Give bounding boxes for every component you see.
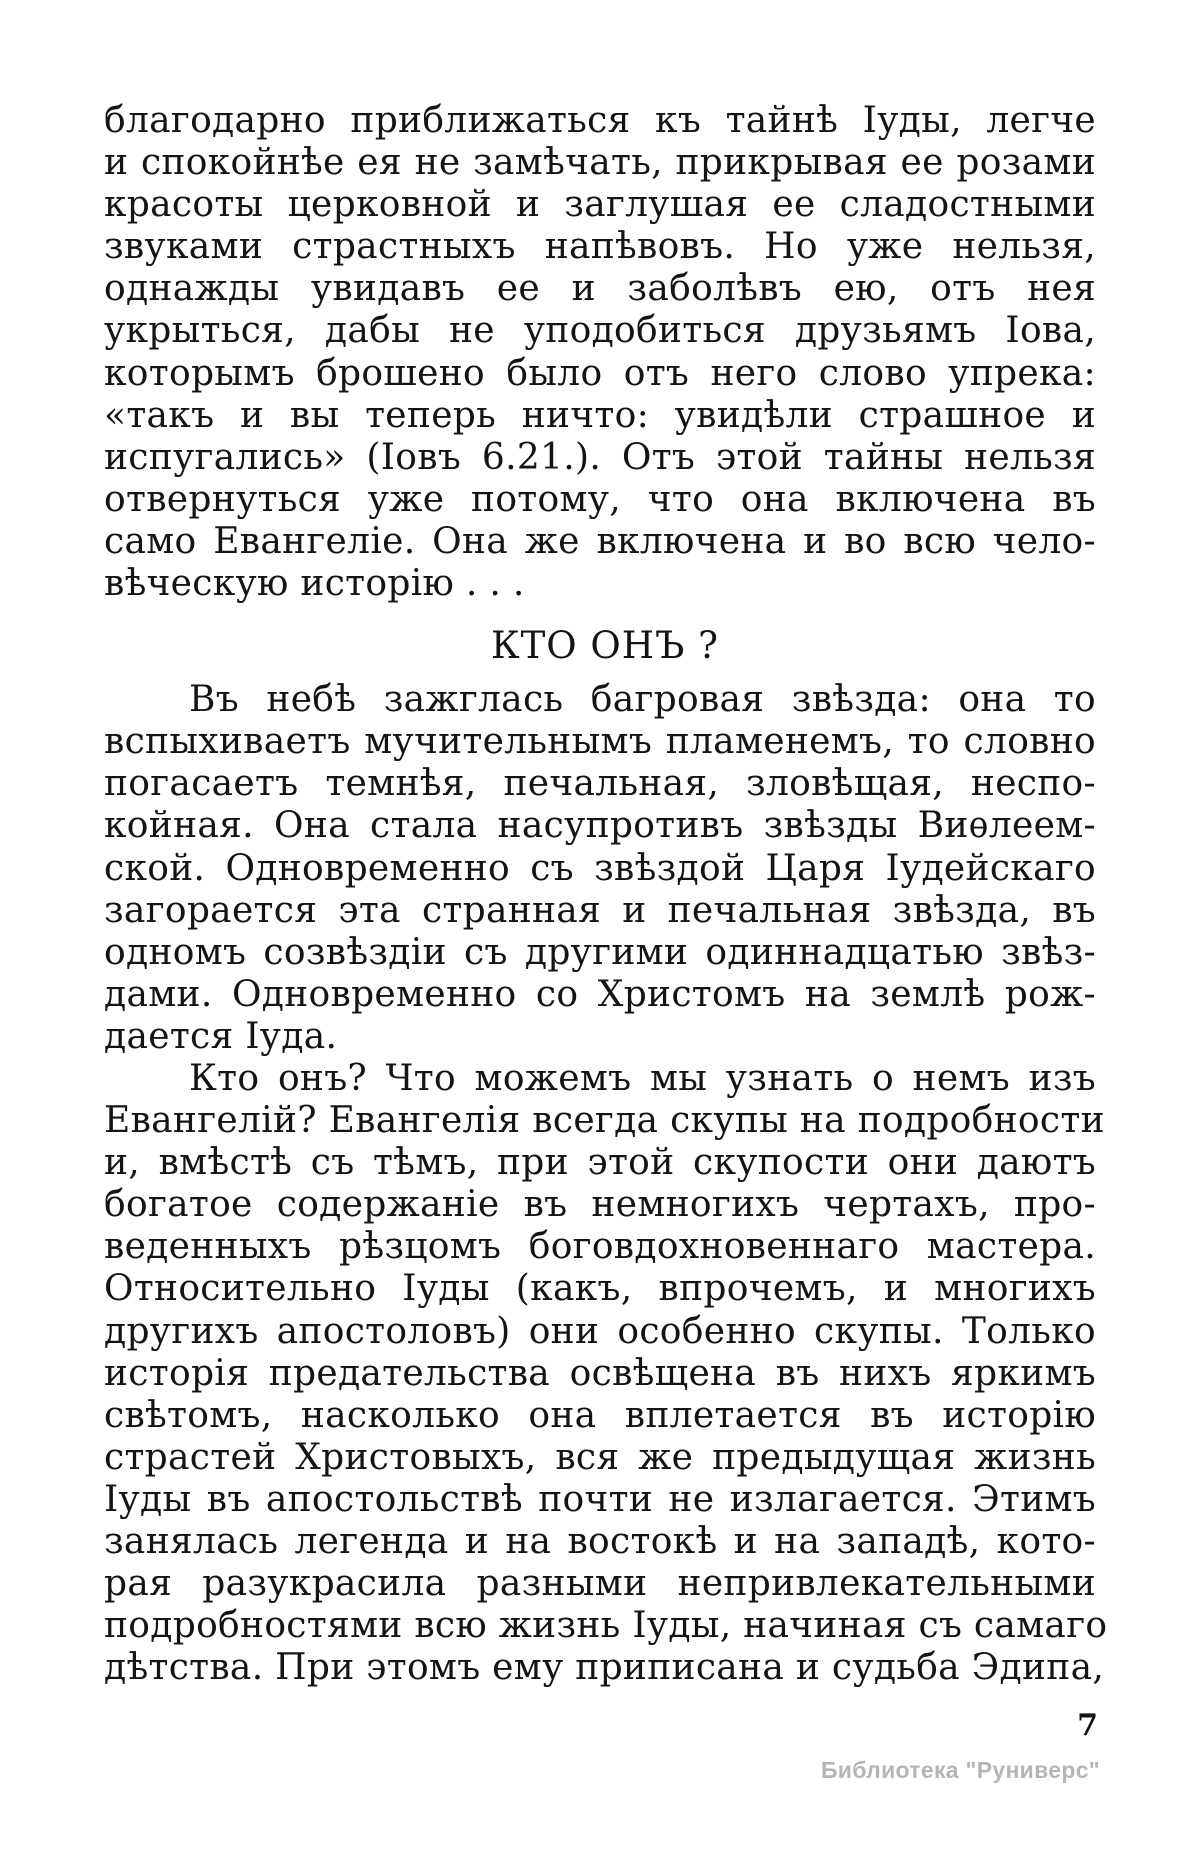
text-line: испугались» (Іовъ 6.21.). Отъ этой тайны нельзя [104,436,1096,478]
text-line: подробностями всю жизнь Іуды, начиная съ самаго [104,1605,1108,1647]
page-number: 7 [1077,1708,1098,1743]
text-line: само Евангеліе. Она же включена и во всю чело- [104,520,1096,562]
text-line: однажды увидавъ ее и заболѣвъ ею, отъ нея [104,268,1096,310]
text-line: вспыхиваетъ мучительнымъ пламенемъ, то словно [104,721,1096,763]
text-line: исторія предательства освѣщена въ нихъ яркимъ [104,1352,1096,1394]
text-line: занялась легенда и на востокѣ и на западѣ, кото- [104,1521,1096,1562]
text-line: отвернуться уже потому, что она включена въ [104,478,1096,520]
text-line: вѣческую исторію . . . [104,563,525,605]
text-line: «такъ и вы теперь ничто: увидѣли страшное и [104,394,1096,436]
library-watermark: Библиотека "Руниверс" [820,1757,1100,1783]
section-heading: КТО ОНЪ ? [490,624,719,668]
text-line: загорается эта странная и печальная звѣзда, въ [104,889,1096,931]
text-line: богатое содержаніе въ немногихъ чертахъ, про- [104,1184,1096,1226]
text-line: одномъ созвѣздіи съ другими одиннадцатью звѣз- [104,931,1096,973]
text-line: другихъ апостоловъ) они особенно скупы. Только [104,1310,1096,1352]
text-line: страстей Христовыхъ, вся же предыдущая жизнь [104,1436,1096,1478]
text-line: ской. Одновременно съ звѣздой Царя Іудейскаго [104,847,1096,889]
text-line: Іуды въ апостольствѣ почти не излагается. Этимъ [104,1478,1096,1520]
text-line: дается Іуда. [104,1015,338,1057]
text-line: которымъ брошено было отъ него слово упрека: [104,352,1096,394]
text-line: свѣтомъ, насколько она вплетается въ исторію [104,1394,1096,1436]
text-line: благодарно приближаться къ тайнѣ Іуды, легче [104,100,1096,141]
text-line: Кто онъ? Что можемъ мы узнать о немъ изъ [189,1057,1096,1099]
text-line: Въ небѣ зажглась багровая звѣзда: она то [189,679,1096,721]
text-line: койная. Она стала насупротивъ звѣзды Виѳлеем- [104,805,1096,847]
text-line: Относительно Іуды (какъ, впрочемъ, и многихъ [104,1268,1096,1310]
page-body [104,100,1108,1689]
text-line: и спокойнѣе ея не замѣчать, прикрывая ее розами [104,142,1096,184]
text-line: звуками страстныхъ напѣвовъ. Но уже нельзя, [104,226,1096,268]
text-line: погасаетъ темнѣя, печальная, зловѣщая, неспо- [104,763,1096,805]
text-line: и, вмѣстѣ съ тѣмъ, при этой скупости они даютъ [104,1142,1096,1184]
text-line: красоты церковной и заглушая ее сладостными [104,184,1096,226]
text-line: Евангелій? Евангелія всегда скупы на подробности [104,1100,1105,1142]
paragraph-who [104,1057,1108,1689]
paragraph-star [104,679,1096,1058]
paragraph-intro [104,100,1096,605]
text-line: дами. Одновременно со Христомъ на землѣ рож- [104,973,1096,1015]
text-line: веденныхъ рѣзцомъ боговдохновеннаго мастера. [104,1226,1096,1268]
text-line: рая разукрасила разными непривлекательными [104,1563,1096,1605]
text-line: укрыться, дабы не уподобиться друзьямъ Іова, [104,310,1096,352]
text-line: дѣтства. При этомъ ему приписана и судьба Эдипа, [104,1647,1105,1689]
